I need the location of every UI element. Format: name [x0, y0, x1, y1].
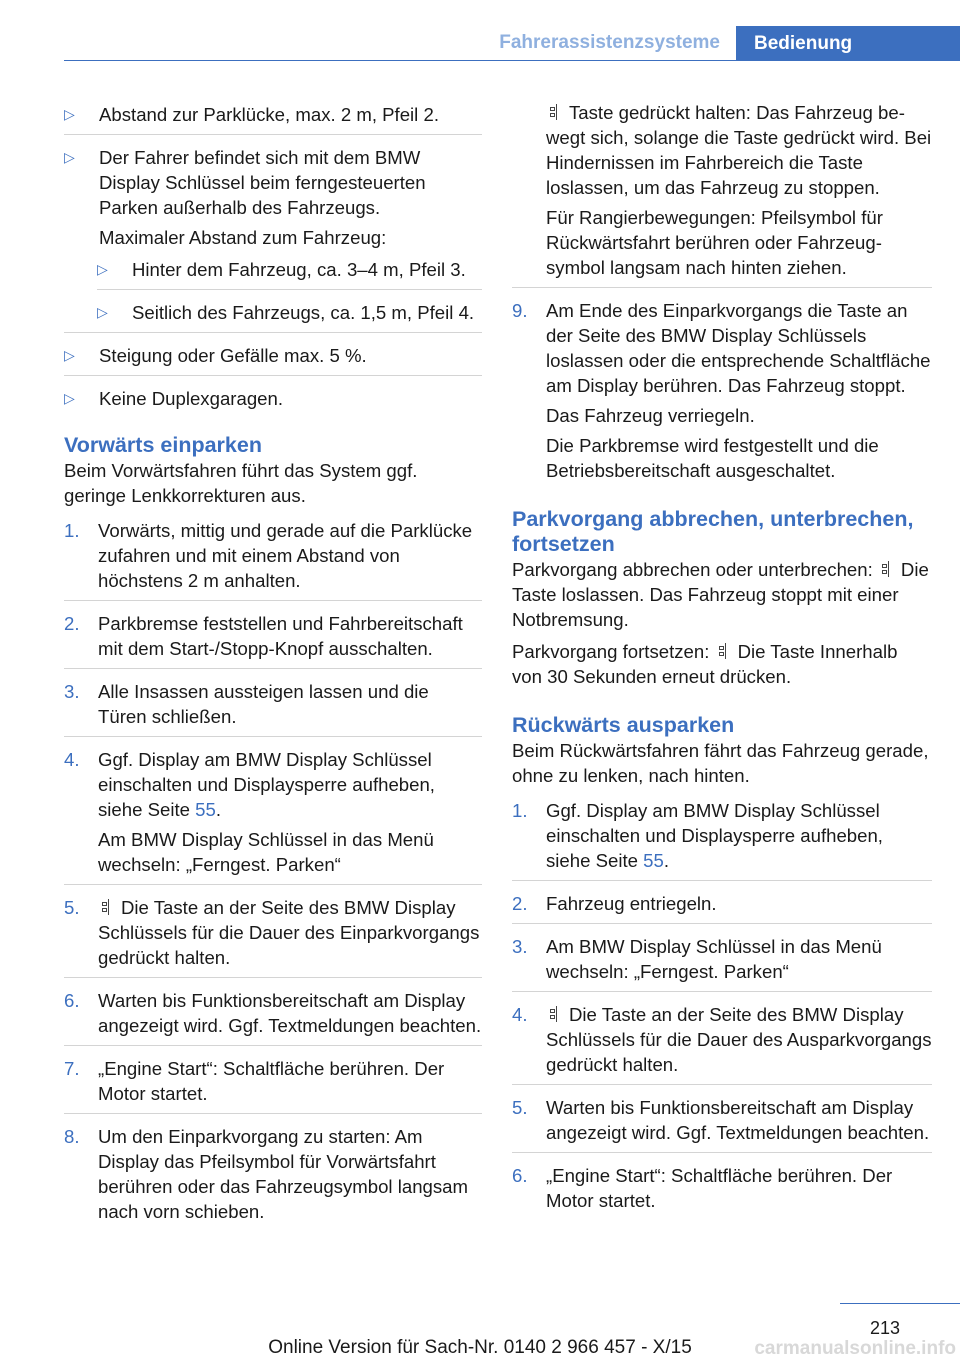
- triangle-bullet-icon: ▷: [64, 149, 75, 165]
- triangle-bullet-icon: ▷: [97, 304, 108, 320]
- left-column: [64, 102, 482, 1231]
- section-intro: Beim Vorwärtsfahren führt das System ggf. geringe Lenkkorrekturen aus.: [64, 460, 418, 506]
- step-item: 2. Fahrzeug entriegeln.: [512, 893, 717, 914]
- step-item: 3. Am BMW Display Schlüssel in das Menü wechseln: „Ferngest. Parken“: [512, 936, 882, 982]
- step-continuation: Das Fahrzeug verriegeln.: [546, 405, 755, 426]
- section-heading: Parkvorgang abbrechen, unterbrechen, fortsetzen: [512, 507, 914, 556]
- paragraph: Parkvorgang fortsetzen: Die Taste Innerhalb von 30 Sekunden erneut drücken.: [512, 641, 898, 687]
- page-number: 213: [869, 1318, 900, 1338]
- step-item: 7. „Engine Start“: Schaltfläche berühren. Der Motor startet.: [64, 1058, 445, 1104]
- step-item: 4. Die Taste an der Seite des BMW Display Schlüssels für die Dauer des Ausparkvorgangs gedrückt halten.: [512, 1004, 932, 1075]
- paragraph: Parkvorgang abbrechen oder unterbrechen: Die Taste loslassen. Das Fahrzeug stoppt mit einer Notbremsung.: [512, 559, 929, 630]
- key-button-icon: [100, 899, 109, 915]
- step-item: 8. Um den Einparkvorgang zu starten: Am Display das Pfeilsymbol für Vorwärtsfahrt berühren oder das Fahrzeugsymbol langsam nach vorn schieben.: [64, 1126, 469, 1222]
- header-rule: [64, 60, 960, 61]
- triangle-bullet-icon: ▷: [64, 390, 75, 406]
- step-item: 3. Alle Insassen aussteigen lassen und die Türen schließen.: [64, 681, 429, 727]
- step-continuation: Am BMW Display Schlüssel in das Menü wechseln: „Ferngest. Parken“: [98, 829, 434, 875]
- page-link[interactable]: 55: [643, 850, 664, 871]
- step-item: 5. Die Taste an der Seite des BMW Display Schlüssels für die Dauer des Einparkvorgangs gedrückt halten.: [64, 897, 480, 968]
- page-number-rule: [840, 1303, 960, 1304]
- bullet-item: ▷ Der Fahrer befindet sich mit dem BMW Display Schlüssel beim ferngesteuerten Parken außerhalb des Fahrzeugs.: [64, 147, 426, 218]
- triangle-bullet-icon: ▷: [64, 106, 75, 122]
- triangle-bullet-icon: ▷: [97, 261, 108, 277]
- step-item: 1. Vorwärts, mittig und gerade auf die Parklücke zufahren und mit einem Abstand von höchstens 2 m anhalten.: [64, 520, 473, 591]
- sub-bullet-item: ▷ Hinter dem Fahrzeug, ca. 3–4 m, Pfeil 3.: [97, 259, 466, 280]
- step-continuation: Für Rangierbewegungen: Pfeilsymbol für Rückwärtsfahrt berühren oder Fahrzeugsymbol langsam nach hinten ziehen.: [546, 207, 883, 278]
- key-button-icon: [880, 561, 889, 577]
- step-continuation: Die Parkbremse wird festgestellt und die Betriebsbereitschaft ausgeschaltet.: [546, 435, 879, 481]
- step-continuation: Taste gedrückt halten: Das Fahrzeug bewegt sich, solange die Taste gedrückt wird. Bei Hindernissen im Fahrbereich die Taste loslassen, um das Fahrzeug zu stoppen.: [546, 102, 932, 198]
- bullet-continuation: Maximaler Abstand zum Fahrzeug:: [99, 227, 387, 248]
- triangle-bullet-icon: ▷: [64, 347, 75, 363]
- step-item: 4. Ggf. Display am BMW Display Schlüssel einschalten und Displaysperre aufheben, siehe Seite 55.: [64, 749, 435, 820]
- section-intro: Beim Rückwärtsfahren fährt das Fahrzeug gerade, ohne zu lenken, nach hinten.: [512, 740, 929, 786]
- key-button-icon: [548, 1006, 557, 1022]
- watermark: carmanualsonline.info: [754, 1338, 956, 1359]
- step-item: 2. Parkbremse feststellen und Fahrbereitschaft mit dem Start-/Stopp-Knopf ausschalten.: [64, 613, 463, 659]
- page-link[interactable]: 55: [195, 799, 216, 820]
- step-item: 1. Ggf. Display am BMW Display Schlüssel einschalten und Displaysperre aufheben, siehe Seite 55.: [512, 800, 883, 871]
- section-heading: Vorwärts einparken: [64, 433, 262, 457]
- section-heading: Rückwärts ausparken: [512, 713, 735, 737]
- step-item: 6. Warten bis Funktionsbereitschaft am Display angezeigt wird. Ggf. Textmeldungen beachten.: [64, 990, 482, 1036]
- bullet-item: ▷ Steigung oder Gefälle max. 5 %.: [64, 345, 367, 366]
- bullet-item: ▷ Abstand zur Parklücke, max. 2 m, Pfeil 2.: [64, 104, 439, 125]
- online-version-footer: Online Version für Sach-Nr. 0140 2 966 457 - X/15: [268, 1337, 692, 1358]
- step-item: 9. Am Ende des Einparkvorgangs die Taste an der Seite des BMW Display Schlüssels loslassen oder die entsprechende Schaltfläche am Display berühren. Das Fahrzeug stoppt.: [512, 300, 931, 396]
- right-column: [512, 102, 932, 1220]
- header-chapter-tab: Bedienung: [736, 26, 960, 61]
- key-button-icon: [548, 104, 557, 120]
- sub-bullet-item: ▷ Seitlich des Fahrzeugs, ca. 1,5 m, Pfeil 4.: [97, 302, 475, 323]
- step-item: 6. „Engine Start“: Schaltfläche berühren. Der Motor startet.: [512, 1165, 893, 1211]
- key-button-icon: [717, 643, 726, 659]
- step-item: 5. Warten bis Funktionsbereitschaft am Display angezeigt wird. Ggf. Textmeldungen beachten.: [512, 1097, 930, 1143]
- bullet-item: ▷ Keine Duplexgaragen.: [64, 388, 284, 409]
- header-section-title: Fahrerassistenzsysteme: [499, 32, 720, 53]
